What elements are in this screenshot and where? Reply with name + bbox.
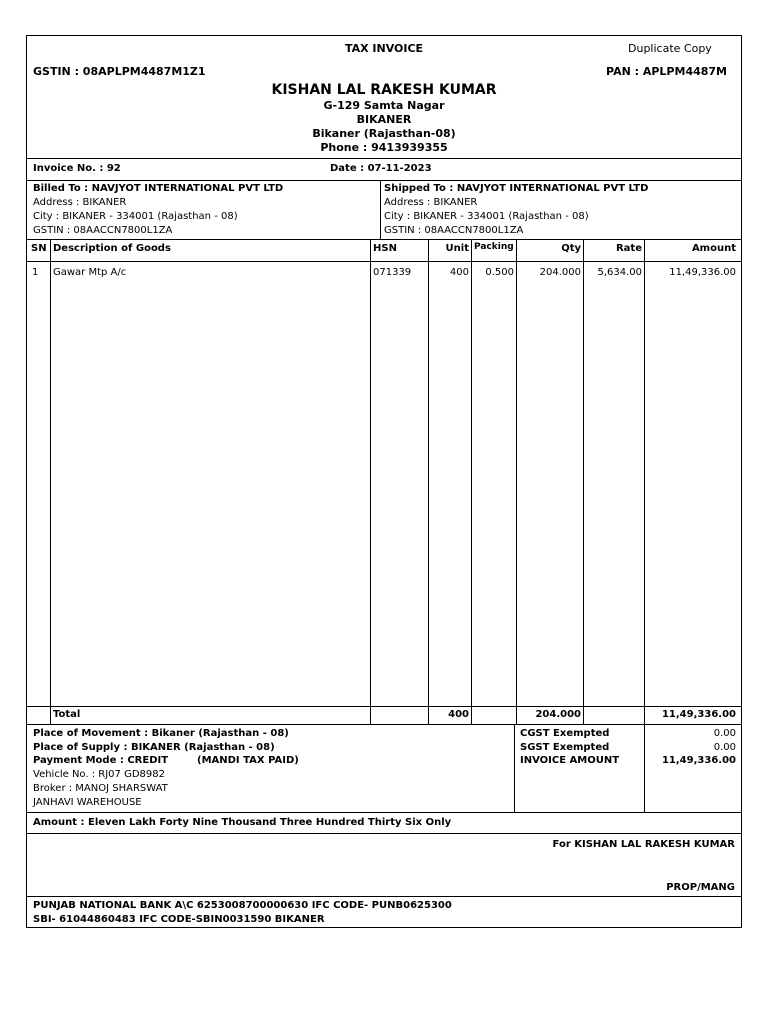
firm-name: KISHAN LAL RAKESH KUMAR: [271, 82, 497, 98]
payment-mode: Payment Mode : CREDIT: [33, 755, 169, 766]
billed-to-address: Address : BIKANER: [33, 197, 127, 208]
shipped-to-city: City : BIKANER - 334001 (Rajasthan - 08): [384, 211, 589, 222]
total-label: Total: [53, 709, 81, 720]
table-col-divider: [516, 239, 517, 724]
column-divider: [514, 724, 515, 812]
invoice-date: Date : 07-11-2023: [330, 163, 432, 174]
divider: [27, 833, 741, 834]
divider: [27, 724, 741, 725]
row-hsn: 071339: [373, 267, 412, 278]
col-header-description: Description of Goods: [53, 243, 171, 254]
sgst-label: SGST Exempted: [520, 742, 610, 753]
col-header-sn: SN: [31, 243, 47, 254]
row-description: Gawar Mtp A/c: [53, 267, 127, 278]
table-col-divider: [471, 239, 472, 724]
billed-to-city: City : BIKANER - 334001 (Rajasthan - 08): [33, 211, 238, 222]
broker: Broker : MANOJ SHARSWAT: [33, 783, 168, 794]
amount-in-words: Amount : Eleven Lakh Forty Nine Thousand Three Hundred Thirty Six Only: [33, 817, 452, 828]
bank-details-line1: PUNJAB NATIONAL BANK A\C 6253008700000630 IFC CODE- PUNB0625300: [33, 900, 452, 911]
shipped-to-name: Shipped To : NAVJYOT INTERNATIONAL PVT LTD: [384, 183, 649, 194]
copy-type: Duplicate Copy: [628, 42, 712, 55]
signatory: PROP/MANG: [666, 882, 735, 893]
cgst-value: 0.00: [713, 728, 736, 739]
col-header-packing: Packing: [474, 242, 514, 252]
invoice-amount-label: INVOICE AMOUNT: [520, 755, 620, 766]
divider: [27, 158, 741, 159]
divider: [27, 180, 741, 181]
total-unit: 400: [448, 709, 469, 720]
cgst-label: CGST Exempted: [520, 728, 610, 739]
mandi-tax-note: (MANDI TAX PAID): [197, 755, 299, 766]
invoice-amount-value: 11,49,336.00: [661, 755, 736, 766]
invoice-document: [26, 35, 742, 928]
divider: [27, 706, 741, 707]
firm-address-line3: Bikaner (Rajasthan-08): [312, 127, 456, 140]
seller-pan: PAN : APLPM4487M: [606, 65, 727, 78]
bank-details-line2: SBI- 61044860483 IFC CODE-SBIN0031590 BIKANER: [33, 914, 325, 925]
table-col-divider: [644, 239, 645, 724]
divider: [27, 239, 741, 240]
billed-to-name: Billed To : NAVJYOT INTERNATIONAL PVT LTD: [33, 183, 284, 194]
divider: [27, 812, 741, 813]
firm-address-line2: BIKANER: [356, 113, 412, 126]
sgst-value: 0.00: [713, 742, 736, 753]
row-qty: 204.000: [539, 267, 581, 278]
shipped-to-address: Address : BIKANER: [384, 197, 478, 208]
table-col-divider: [583, 239, 584, 724]
col-header-amount: Amount: [691, 243, 736, 254]
row-packing: 0.500: [485, 267, 514, 278]
col-header-qty: Qty: [561, 243, 581, 254]
total-qty: 204.000: [535, 709, 581, 720]
table-col-divider: [428, 239, 429, 724]
table-col-divider: [370, 239, 371, 724]
column-divider: [380, 180, 381, 239]
vehicle-number: Vehicle No. : RJ07 GD8982: [33, 769, 165, 780]
col-header-unit: Unit: [445, 243, 469, 254]
for-firm: For KISHAN LAL RAKESH KUMAR: [552, 839, 735, 850]
place-of-supply: Place of Supply : BIKANER (Rajasthan - 08): [33, 742, 275, 753]
firm-address-line1: G-129 Samta Nagar: [323, 99, 445, 112]
row-rate: 5,634.00: [597, 267, 642, 278]
warehouse: JANHAVI WAREHOUSE: [33, 797, 142, 808]
shipped-to-gstin: GSTIN : 08AACCN7800L1ZA: [384, 225, 524, 236]
firm-phone: Phone : 9413939355: [320, 141, 448, 154]
table-col-divider: [50, 239, 51, 724]
seller-gstin: GSTIN : 08APLPM4487M1Z1: [33, 65, 206, 78]
divider: [27, 896, 741, 897]
col-header-rate: Rate: [615, 243, 642, 254]
row-sn: 1: [32, 267, 39, 278]
row-amount: 11,49,336.00: [669, 267, 736, 278]
invoice-title: TAX INVOICE: [344, 42, 424, 55]
invoice-number: Invoice No. : 92: [33, 163, 121, 174]
divider: [27, 261, 741, 262]
total-amount: 11,49,336.00: [661, 709, 736, 720]
col-header-hsn: HSN: [373, 243, 397, 254]
row-unit: 400: [449, 267, 469, 278]
billed-to-gstin: GSTIN : 08AACCN7800L1ZA: [33, 225, 173, 236]
place-of-movement: Place of Movement : Bikaner (Rajasthan - 08): [33, 728, 289, 739]
